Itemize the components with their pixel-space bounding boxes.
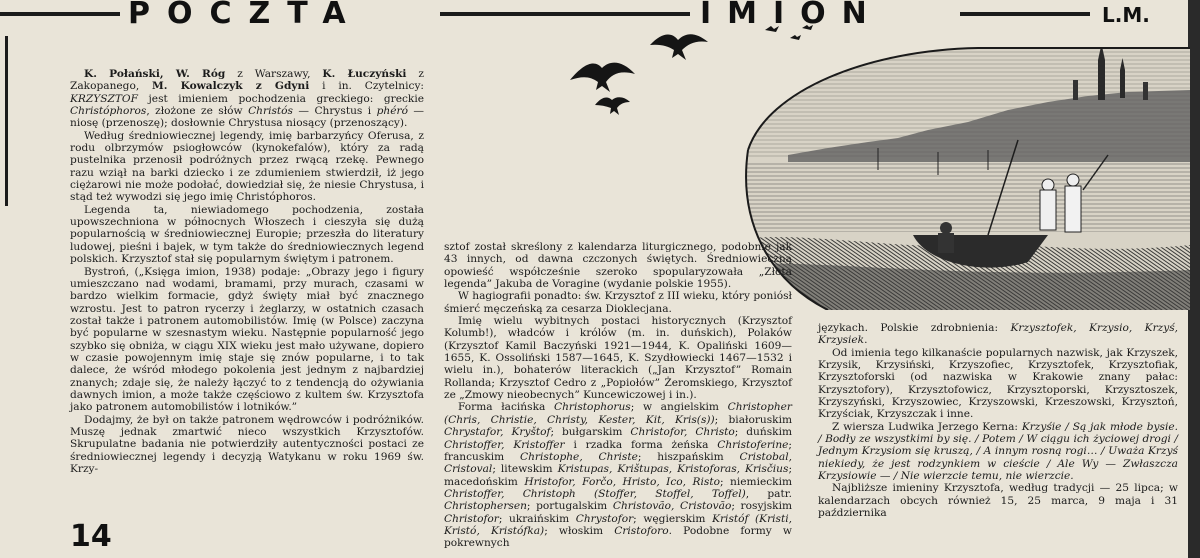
text-run: K. Łuczyński bbox=[322, 68, 407, 80]
text-run: Chrystofor bbox=[575, 512, 634, 525]
text-run: Forma łacińska bbox=[458, 401, 554, 414]
text-column-3 bbox=[818, 322, 1178, 520]
text-run: ; węgierskim bbox=[633, 512, 713, 525]
text-run: ; bułgarskim bbox=[550, 426, 631, 439]
text-run: jest imieniem pochodzenia greckiego: greckie bbox=[137, 92, 424, 105]
text-run: Krzysztofek, Krzysio, Krzyś, Krzysiek bbox=[818, 322, 1178, 347]
text-run: K. Połański, W. Róg bbox=[84, 68, 226, 80]
text-run: Christophe, Christe bbox=[520, 450, 638, 463]
text-run: Z wiersza Ludwika Jerzego Kerna: bbox=[832, 420, 1022, 433]
text-column-1 bbox=[70, 68, 424, 475]
text-run: ; duńskim bbox=[734, 426, 792, 439]
text-run: Christoferine bbox=[717, 438, 789, 451]
text-run: ; rosyjskim bbox=[731, 500, 792, 513]
text-run: — niosę (przenoszę); dosłownie Chrystusa niosący (przenoszący). bbox=[70, 105, 425, 130]
text-run: ; niemieckim bbox=[719, 475, 793, 488]
text-run: Hristofor, Forčo, Hristo, Ico, Risto bbox=[524, 475, 720, 488]
text-run: Christovão, Cristovão bbox=[612, 500, 732, 513]
paragraph-hagiography: W hagiografii ponadto: św. Krzysztof z III wieku, który poniósł śmierć męczeńską za cesarza Dioklecjana. bbox=[444, 290, 792, 315]
header-rule-right bbox=[960, 12, 1090, 16]
text-run: Chrystafor, Kryštof bbox=[444, 426, 551, 439]
text-run: Christopher (Chris, Christie, Christy, Kester, Kit, Kris(s)) bbox=[444, 401, 792, 426]
text-run: ; hiszpańskim bbox=[637, 450, 740, 463]
paragraph-intro bbox=[70, 68, 424, 130]
text-run: M. Kowalczyk z Gdyni bbox=[152, 80, 310, 93]
text-run: Christoffer, Christoph (Stoffer, Stoffel, Toffel) bbox=[444, 487, 746, 500]
paragraph-historical-figures: Imię wielu wybitnych postaci historycznych (Krzysztof Kolumb!), władców i królów (m. in. duńskich), Polaków (Krzysztof Kamil Baczyński 1921—1944, K. Opaliński 1609—1655, K. Ossoliński 1587—1645, K. Szydłowiecki 1467—1532 i wielu in.), bohaterów literackich („Jan Krzysztof” Romain Rollanda; Krzysztof Cedro z „Popiołów” Żeromskiego, Krzysztof ze „Zmowy nieobecnych” Kuncewiczowej i in.). bbox=[444, 315, 792, 402]
text-run: , patr. bbox=[745, 487, 792, 500]
paragraph-legend: Według średniowiecznej legendy, imię barbarzyńcy Oferusa, z rodu olbrzymów psiogłowców (kynokefalów), który za radą pustelnika przenosił podróżnych przez rwącą rzekę. Pewnego razu wziął na barki dziecko i ze zdumieniem stwierdził, iż jego ciężarowi nie może podołać, dowiedział się, że niesie Chrystusa, i stąd też wywodzi się jego imię Christóphoros. bbox=[70, 129, 424, 204]
text-run: językach. Polskie zdrobnienia: bbox=[818, 322, 1011, 334]
text-run: , złożone ze słów bbox=[146, 105, 249, 118]
paragraph-legend-origin: Legenda ta, niewiadomego pochodzenia, została upowszechniona w północnych Włoszech i cieszyła się dużą popularnością w średniowiecznej Europie; przeszła do literatury ludowej, pieśni i bajek, w tym także do średniowiecznych legend polskich. Krzysztof stał się popularnym świętym i patronem. bbox=[70, 203, 424, 266]
text-run: Christós bbox=[248, 105, 293, 118]
text-run: . Podobne formy w pokrewnych bbox=[444, 524, 792, 550]
left-margin-rule bbox=[5, 36, 24, 206]
header-title-right: IMION bbox=[700, 0, 883, 31]
paragraph-diminutives bbox=[818, 322, 1178, 347]
text-run: Christóphoros bbox=[70, 105, 147, 118]
text-run: KRZYSZTOF bbox=[70, 92, 138, 105]
text-run: — Chrystus i bbox=[292, 105, 377, 118]
text-run: Cristobal, Cristoval bbox=[444, 450, 792, 476]
paragraph-surnames: Od imienia tego kilkanaście popularnych nazwisk, jak Krzyszek, Krzysik, Krzysiński, Krzyszofiec, Krzysztofek, Krzysztofiak, Krzysztoforski (od nazwiska w Krakowie znany pałac: Krzysztofory), Krzysztofowicz, Krzysztoporski, Krzysztoszek, Krzyszyński, Krzyszowiec, Krzyszowski, Krzeszowski, Krzysztoń, Krzyściak, Krzyszczak i inne. bbox=[818, 346, 1178, 421]
text-run: Kristóf (Kristi, Kristó, Kristófka) bbox=[444, 512, 792, 537]
header-title-left: POCZTA bbox=[128, 0, 363, 31]
text-run: ; włoskim bbox=[544, 524, 615, 537]
text-run: Christoffer, Kristoffer bbox=[444, 438, 565, 451]
author-signature: L.M. bbox=[1102, 3, 1150, 27]
text-run: Kristupas, Krištupas, Kristoforas, Krisčius bbox=[557, 463, 789, 476]
text-run: i rzadka forma żeńska bbox=[564, 438, 718, 451]
paragraph-calendar: sztof został skreślony z kalendarza liturgicznego, podobnie jak 43 innych, od dawna czczonych świętych. Średniowieczną opowieść współcześnie szeroko spopularyzowała „Złota legenda” Jakuba de Voragine (wydanie polskie 1955). bbox=[444, 241, 792, 291]
text-run: . bbox=[864, 334, 868, 347]
text-run: ; litewskim bbox=[492, 463, 558, 476]
text-column-2 bbox=[444, 241, 792, 550]
text-run: z Warszawy, bbox=[225, 68, 323, 80]
text-run: Christofor, Christo bbox=[630, 426, 735, 439]
text-run: Christophersen bbox=[444, 500, 527, 513]
text-run: i in. Czytelnicy: bbox=[309, 80, 425, 93]
paragraph-name-day: Najbliższe imieniny Krzysztofa, według tradycji — 25 lipca; w kalendarzach obcych również 15, 25 marca, 9 maja i 31 października bbox=[818, 482, 1178, 520]
text-run: ; francuskim bbox=[444, 438, 792, 463]
paragraph-poem-kern bbox=[818, 421, 1178, 483]
paragraph-patron: Dodajmy, że był on także patronem wędrowców i podróżników. Muszę jednak zmartwić nieco wszystkich Krzysztofów. Skrupulatne badania nie potwierdziły autentyczności postaci ze średniowiecznej legendy i decyzją Watykanu w roku 1969 św. Krzy- bbox=[70, 413, 424, 475]
header-rule-left bbox=[0, 12, 120, 16]
swallows-decoration bbox=[540, 20, 820, 120]
text-run: ; portugalskim bbox=[526, 500, 613, 513]
header-rule-middle bbox=[440, 12, 690, 16]
text-run: Christophorus bbox=[553, 401, 631, 414]
page-number: 14 bbox=[70, 519, 112, 554]
text-run: z Zakopanego, bbox=[70, 68, 424, 93]
text-run: ; białoruskim bbox=[714, 413, 793, 426]
text-run: Cristoforo bbox=[614, 524, 669, 537]
text-run: phéró bbox=[376, 105, 408, 118]
paragraph-foreign-forms bbox=[444, 401, 792, 549]
text-run: Krzyśie / Są jak młode bysie. / Bodły ze wszystkimi by się. / Potem / W ciągu ich życiowej drogi / Jednym Krzysiom się kruszą, / A innym rosną rogi… / Uważa Krzyś niekiedy, że jest rodzynkiem w cieście / Ale Wy — Zwłaszcza Krzysiowie — / Nie wierzcie temu, nie wierzcie. bbox=[818, 420, 1178, 483]
text-run: ; w angielskim bbox=[630, 401, 728, 414]
text-run: ; ukraińskim bbox=[498, 512, 576, 525]
paragraph-bystron-quote: Bystroń, („Księga imion, 1938) podaje: „Obrazy jego i figury umieszczano nad wodami, bramami, przy murach, czasami w bardzo wielkim formacie, gdyż święty miał być znacznego wzrostu. Jest to patron rycerzy i żeglarzy, w ostatnich czasach został także i patronem automobilistów. Imię (w Polsce) zaczyna być popularne w szesnastym wieku. Następnie popularność jego szybko się obniża, w ciągu XIX wieku jest mało używane, dopiero w czasie powojennym imię staje się znów popularne, i to tak dalece, że wśród młodego pokolenia jest jednym z najbardziej znanych; zdaje się, że należy łączyć to z tendencją do ożywiania dawnych imion, a może także częściowo z kultem św. Krzysztofa jako patronem automobilistów i lotników.” bbox=[70, 265, 424, 414]
text-run: ; macedońskim bbox=[444, 463, 793, 488]
text-run: Christofor bbox=[444, 512, 499, 525]
